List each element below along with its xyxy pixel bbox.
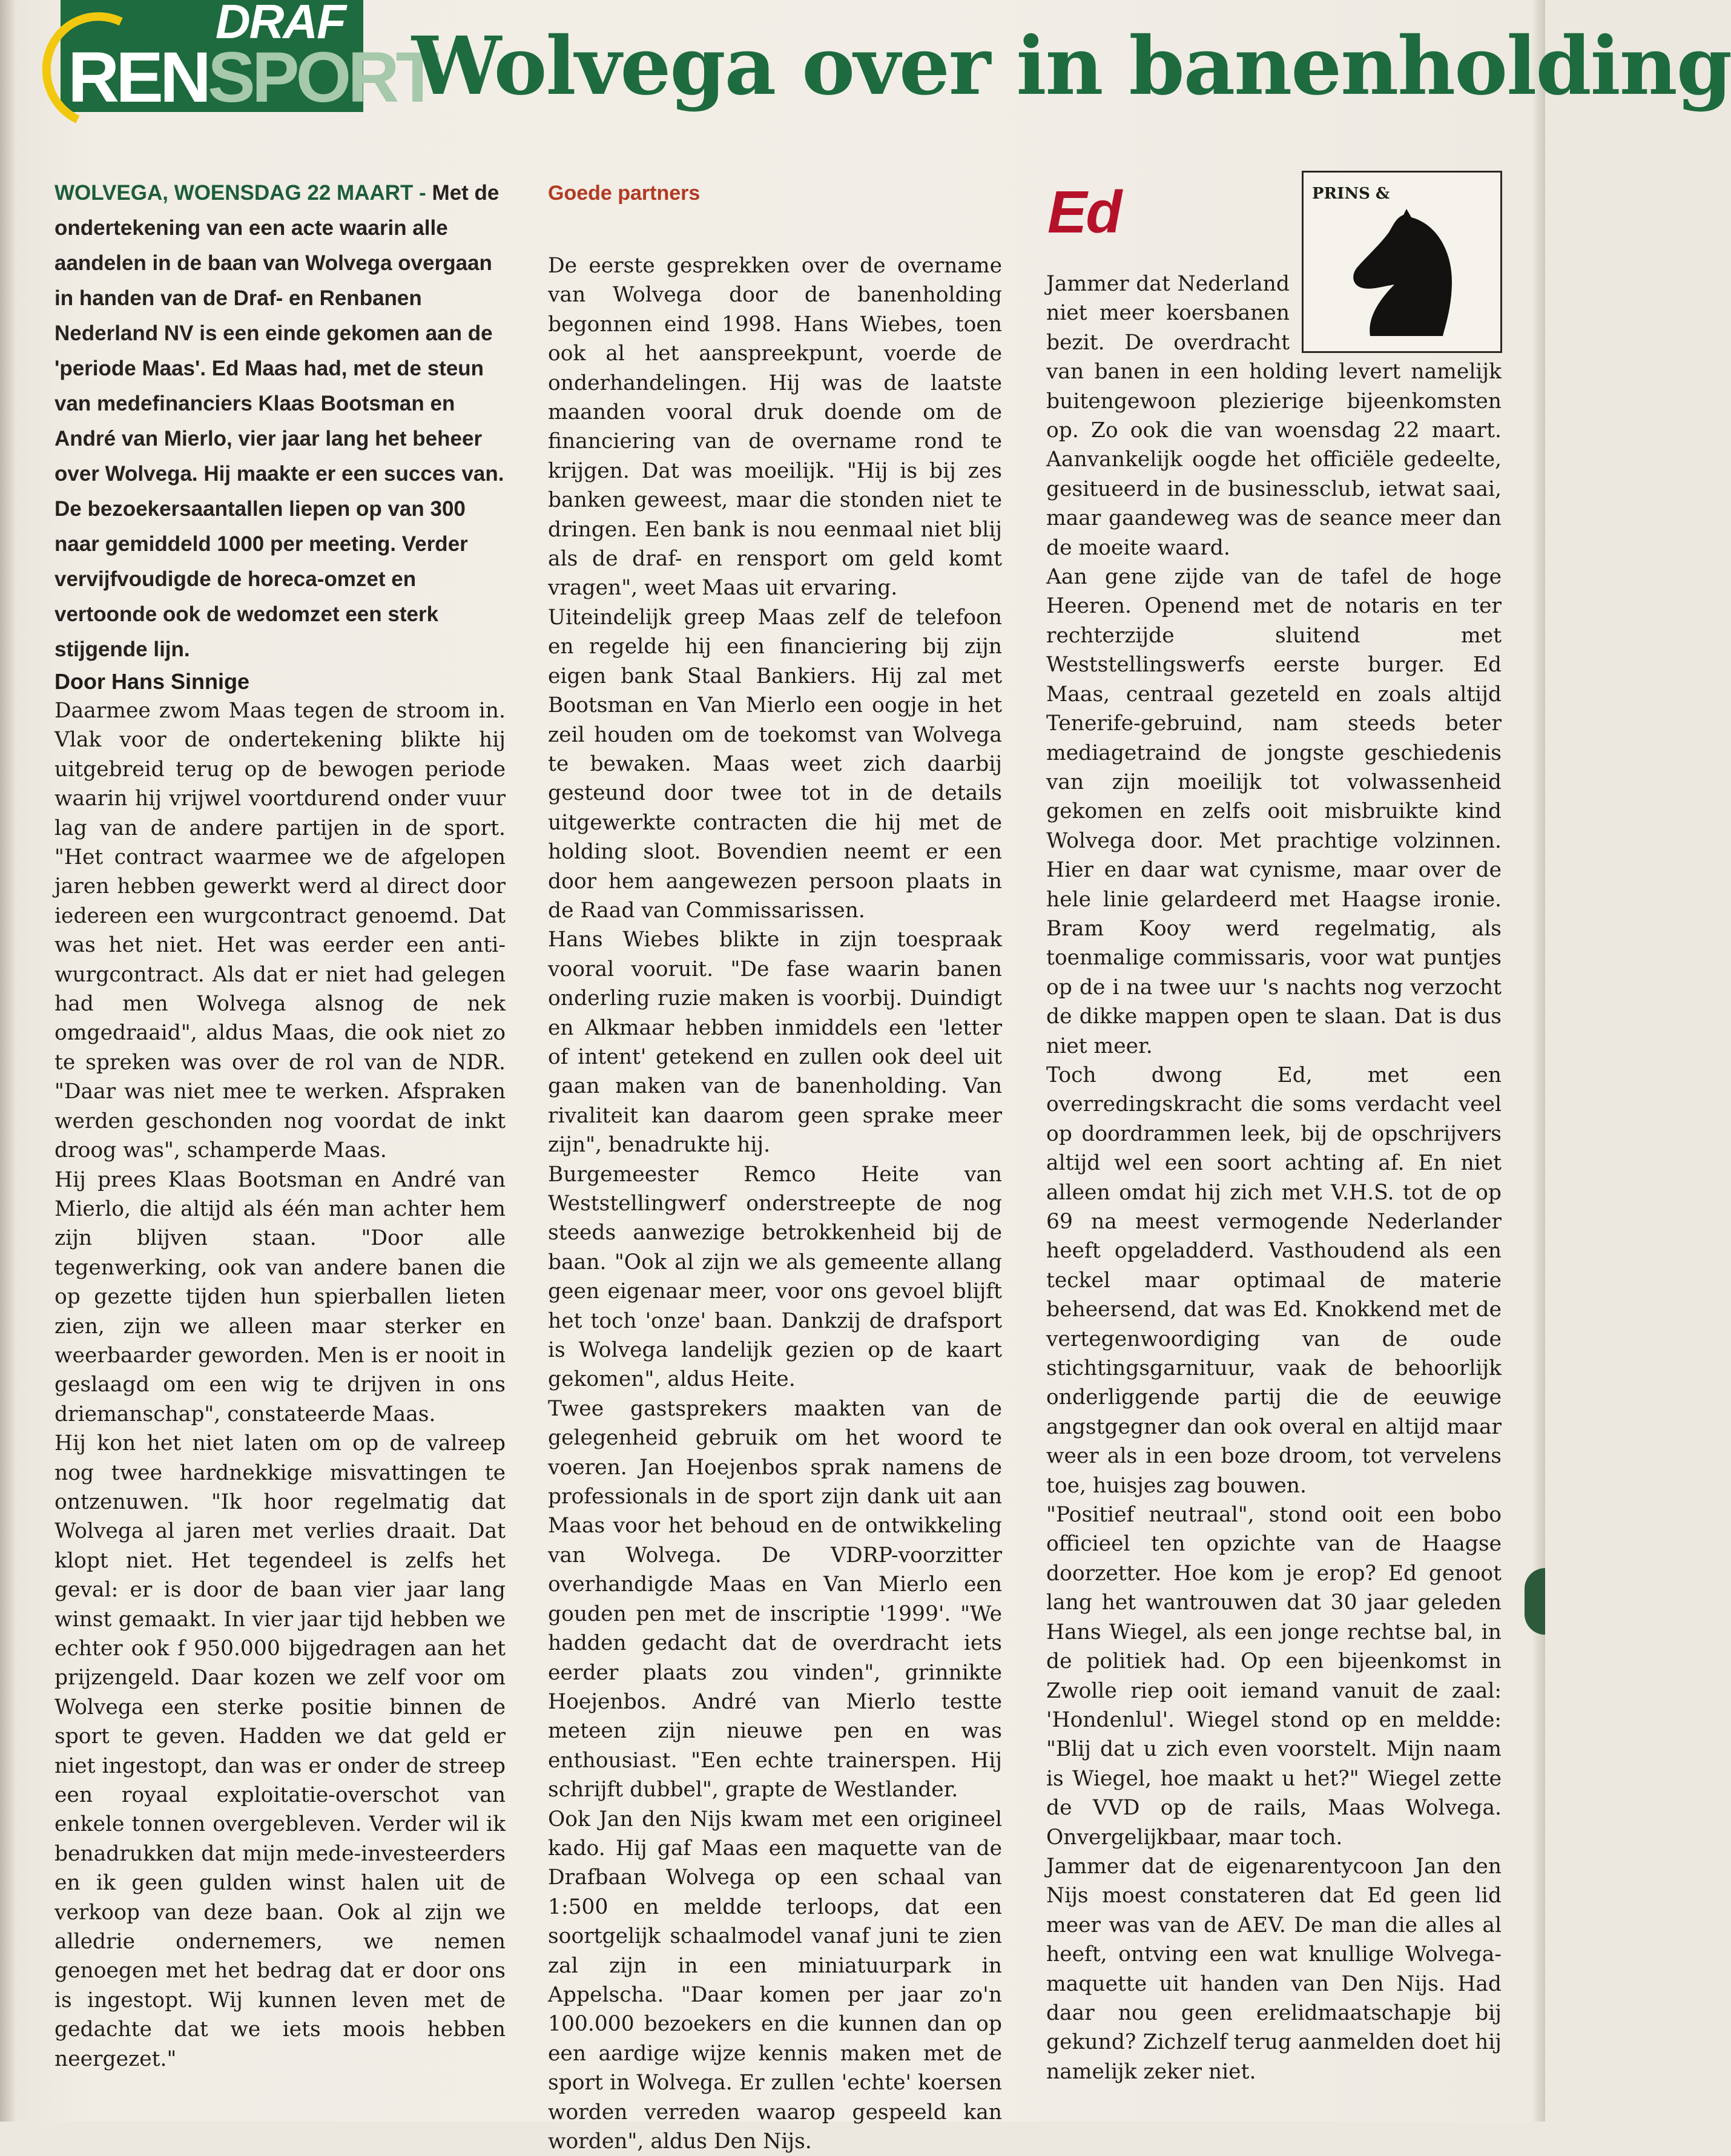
article-lead (54, 176, 506, 667)
col2-paragraph: De eerste gesprekken over de overname van Wolvega door de banenholding begonnen eind 1998. Hans Wiebes, toen ook al het aanspreekpunt, voerde de onderhandelingen. Hij was de laatste maanden vooral druk doende om de financiering van de overname rond te krijgen. Dat was moeilijk. "Hij is bij zes banken geweest, maar die stonden niet te dringen. Een bank is nou eenmaal niet blij als de draf- en rensport om geld komt vragen", weet Maas uit ervaring. (548, 254, 1002, 601)
subhead-goede-partners: Goede partners (548, 182, 701, 205)
page-edge-tab (1525, 1568, 1545, 1635)
page-edge-left (0, 0, 16, 2121)
logo-rensport-text (68, 36, 436, 119)
col3-paragraph: Aan gene zijde van de tafel de hoge Heeren. Openend met de notaris en ter rechterzijde sluitend met Weststellingswerfs eerste burger. Ed Maas, centraal gezeteld en zoals altijd Tenerife-gebruind, nam steeds beter mediagetraind de jongste geschiedenis van zijn moeilijk tot volwassenheid gekomen en zelfs ooit misbruikte kind Wolvega door. Met prachtige volzinnen. Hier en daar wat cynisme, maar over de hele linie gelardeerd met Haagse ironie. Bram Kooy werd regelmatig, als toenmalige commissaris, voor wat puntjes op de i na twee uur 's nachts nog verzocht de dikke mappen open te slaan. Dat is dus niet meer. (1046, 565, 1502, 1058)
col3-paragraph: Jammer dat de eigenarentycoon Jan den Nijs moest constateren dat Ed geen lid meer was van de AEV. De man die alles al heeft, ontving een wat knullige Wolvega-maquette uit handen van Den Nijs. Had daar nou geen erelidmaatschapje bij gekund? Zichzelf terug aanmelden doet hij namelijk zeker niet. (1046, 1854, 1502, 2084)
prins-label: PRINS & (1312, 185, 1390, 203)
draf-rensport-logo (42, 0, 436, 117)
col3-paragraph: "Positief neutraal", stond ooit een bobo officieel ten opzichte van de Haagse doorzetter. Hoe kom je erop? Ed genoot lang het wantrouwen dat 30 jaar geleden Hans Wiegel, als een jonge rechtse bal, in de politiek had. Op een bijeenkomst in Zwolle riep ooit iemand vanuit de zaal: 'Hondenlul'. Wiegel stond op en meldde: "Blij dat u zich even voorstelt. Mijn naam is Wiegel, hoe maakt u het?" Wiegel zette de VVD op de rails, Maas Wolvega. Onvergelijkbaar, maar toch. (1046, 1503, 1502, 1850)
col2-paragraph: Hans Wiebes blikte in zijn toespraak vooral vooruit. "De fase waarin banen onderling ruzie maken is voorbij. Duindigt en Alkmaar hebben inmiddels een 'letter of intent' getekend en zullen ook deel uit gaan maken van de banenholding. Van rivaliteit kan daarom geen sprake meer zijn", benadrukte hij. (548, 928, 1002, 1158)
byline: Door Hans Sinnige (54, 669, 250, 694)
col3-paragraph: Toch dwong Ed, met een overredingskracht die soms verdacht veel op doordrammen leek, bij de opschrijvers altijd wel een soort achting af. En niet alleen omdat hij zich met V.H.S. tot de op 69 na meest vermogende Nederlander heeft opgeladderd. Vasthoudend als een teckel maar optimaal de materie beheersend, dat was Ed. Knokkend met de vertegenwoordiging van de oude stichtingsgarnituur, vaak de behoorlijk onderliggende partij die de eeuwige angstgegner dan ook overal en altijd maar weer als in een boze droom, tot vervelens toe, huisjes zag bouwen. (1046, 1063, 1502, 1498)
col2-paragraph: Burgemeester Remco Heite van Weststellingwerf onderstreepte de nog steeds aanwezige betrokkenheid bij de baan. "Ook al zijn we als gemeente allang geen eigenaar meer, voor ons gevoel blijft het toch 'onze' baan. Dankzij de drafsport is Wolvega landelijk gezien op de kaart gekomen", aldus Heite. (548, 1162, 1002, 1392)
logo-sport-text: SPORT (208, 38, 436, 117)
page-edge-right (1532, 0, 1545, 2121)
col3-paragraph: Jammer dat Nederland niet meer koersbanen bezit. De overdracht van banen in een holding levert namelijk buitengewoon plezierige bijeenkomsten op. Zo ook die van woensdag 22 maart. Aanvankelijk oogde het officiële gedeelte, gesitueerd in de businessclub, ietwat saai, maar gaandeweg was de seance meer dan de moeite waard. (1046, 272, 1502, 560)
lead-dateline: WOLVEGA, WOENSDAG 22 MAART - (54, 181, 426, 205)
col1-paragraph: Hij kon het niet laten om op de valreep nog twee hardnekkige misvattingen te ontzenuwen. "Ik hoor regelmatig dat Wolvega al jaren met verlies draait. Dat klopt niet. Het tegendeel is zelfs het geval: er is door de baan vier jaar lang winst gemaakt. In vier jaar tijd hebben we echter ook f 950.000 bijgedragen aan het prijzengeld. Daar kozen we zelf voor om Wolvega een sterke positie binnen de sport te geven. Hadden we dat geld er niet ingestopt, dan was er onder de streep een royaal exploitatie-overschot van enkele tonnen overgebleven. Verder wil ik benadrukken dat mijn mede-investeerders en ik geen gulden winst halen uit de verkoop van deze baan. Ook al zijn we alledrie ondernemers, we nemen genoegen met het bedrag dat er door ons is ingestopt. Wij kunnen leven met de gedachte dat we iets moois hebben neergezet." (54, 1431, 506, 2071)
col2-paragraph: Uiteindelijk greep Maas zelf de telefoon en regelde hij een financiering bij zijn eigen bank Staal Bankiers. Hij zal met Bootsman en Van Mierlo een oogje in het zeil houden om de toekomst van Wolvega te bewaken. Maas weet zich daarbij gesteund door twee tot in de details uitgewerkte contracten die hij met de holding sloot. Bovendien neemt er een door hem aangewezen persoon plaats in de Raad van Commissarissen. (548, 605, 1002, 923)
article-column-2 (548, 251, 1002, 2156)
logo-draf-text: DRAF (215, 0, 345, 48)
col2-paragraph: Ook Jan den Nijs kwam met een origineel kado. Hij gaf Maas een maquette van de Drafbaan Wolvega op een schaal van 1:500 en meldde terloops, dat een soortgelijk schaalmodel vanaf juni te zien zal zijn in een miniatuurpark in Appelscha. "Daar komen per jaar zo'n 100.000 bezoekers en die kunnen dan op een aardige wijze kennis maken met de sport in Wolvega. Er zullen 'echte' koersen worden verreden waarop gespeeld kan worden", aldus Den Nijs. (548, 1807, 1002, 2154)
logo-ren-text: REN (68, 38, 208, 117)
col2-paragraph: Twee gastsprekers maakten van de gelegenheid gebruik om het woord te voeren. Jan Hoejenbos sprak namens de professionals in de sport zijn dank uit aan Maas voor het behoud en de ontwikkeling van Wolvega. De VDRP-voorzitter overhandigde Maas en Van Mierlo een gouden pen met de inscriptie '1999'. "We hadden gedacht dat de overdracht iets eerder plaats zou vinden", grinnikte Hoejenbos. André van Mierlo testte meteen zijn nieuwe pen en was enthousiast. "Een echte trainerspen. Hij schrijft dubbel", grapte de Westlander. (548, 1396, 1002, 1802)
col1-paragraph: Hij prees Klaas Bootsman en André van Mierlo, die altijd als één man achter hem zijn blijven staan. "Door alle tegenwerking, ook van andere banen die op gezette tijden hun spierballen lieten zien, zijn we alleen maar sterker en weerbaarder geworden. Men is er nooit in geslaagd om een wig te drijven in ons driemanschap", constateerde Maas. (54, 1167, 506, 1426)
article-headline: Wolvega over in banenholding (412, 19, 1731, 113)
article-column-1 (54, 176, 506, 2074)
col1-paragraph: Daarmee zwom Maas tegen de stroom in. Vlak voor de ondertekening blikte hij uitgebreid terug op de bewogen periode waarin hij vrijwel voortdurend onder vuur lag van de andere partijen in de sport. "Het contract waarmee we de afgelopen jaren hebben gewerkt werd al direct door iedereen een wurgcontract genoemd. Dat was het niet. Het was eerder een anti-wurgcontract. Als dat er niet had gelegen had men Wolvega alsnog de nek omgedraaid", aldus Maas, die ook niet zo te spreken was over de rol van de NDR. "Daar was niet mee te werken. Afspraken werden geschonden nog voordat de inkt droog was", schamperde Maas. (54, 699, 506, 1163)
article-column-3 (1046, 269, 1502, 2086)
column-title-ed: Ed (1047, 179, 1121, 245)
lead-body: Met de ondertekening van een acte waarin alle aandelen in de baan van Wolvega overgaan in handen van de Draf- en Renbanen Nederland NV is een einde gekomen aan de 'periode Maas'. Ed Maas had, met de steun van medefinanciers Klaas Bootsman en André van Mierlo, vier jaar lang het beheer over Wolvega. Hij maakte er een succes van. De bezoekersaantallen liepen op van 300 naar gemiddeld 1000 per meeting. Verder vervijfvoudigde de horeca-omzet en vertoonde ook de wedomzet een sterk stijgende lijn. (54, 181, 504, 661)
